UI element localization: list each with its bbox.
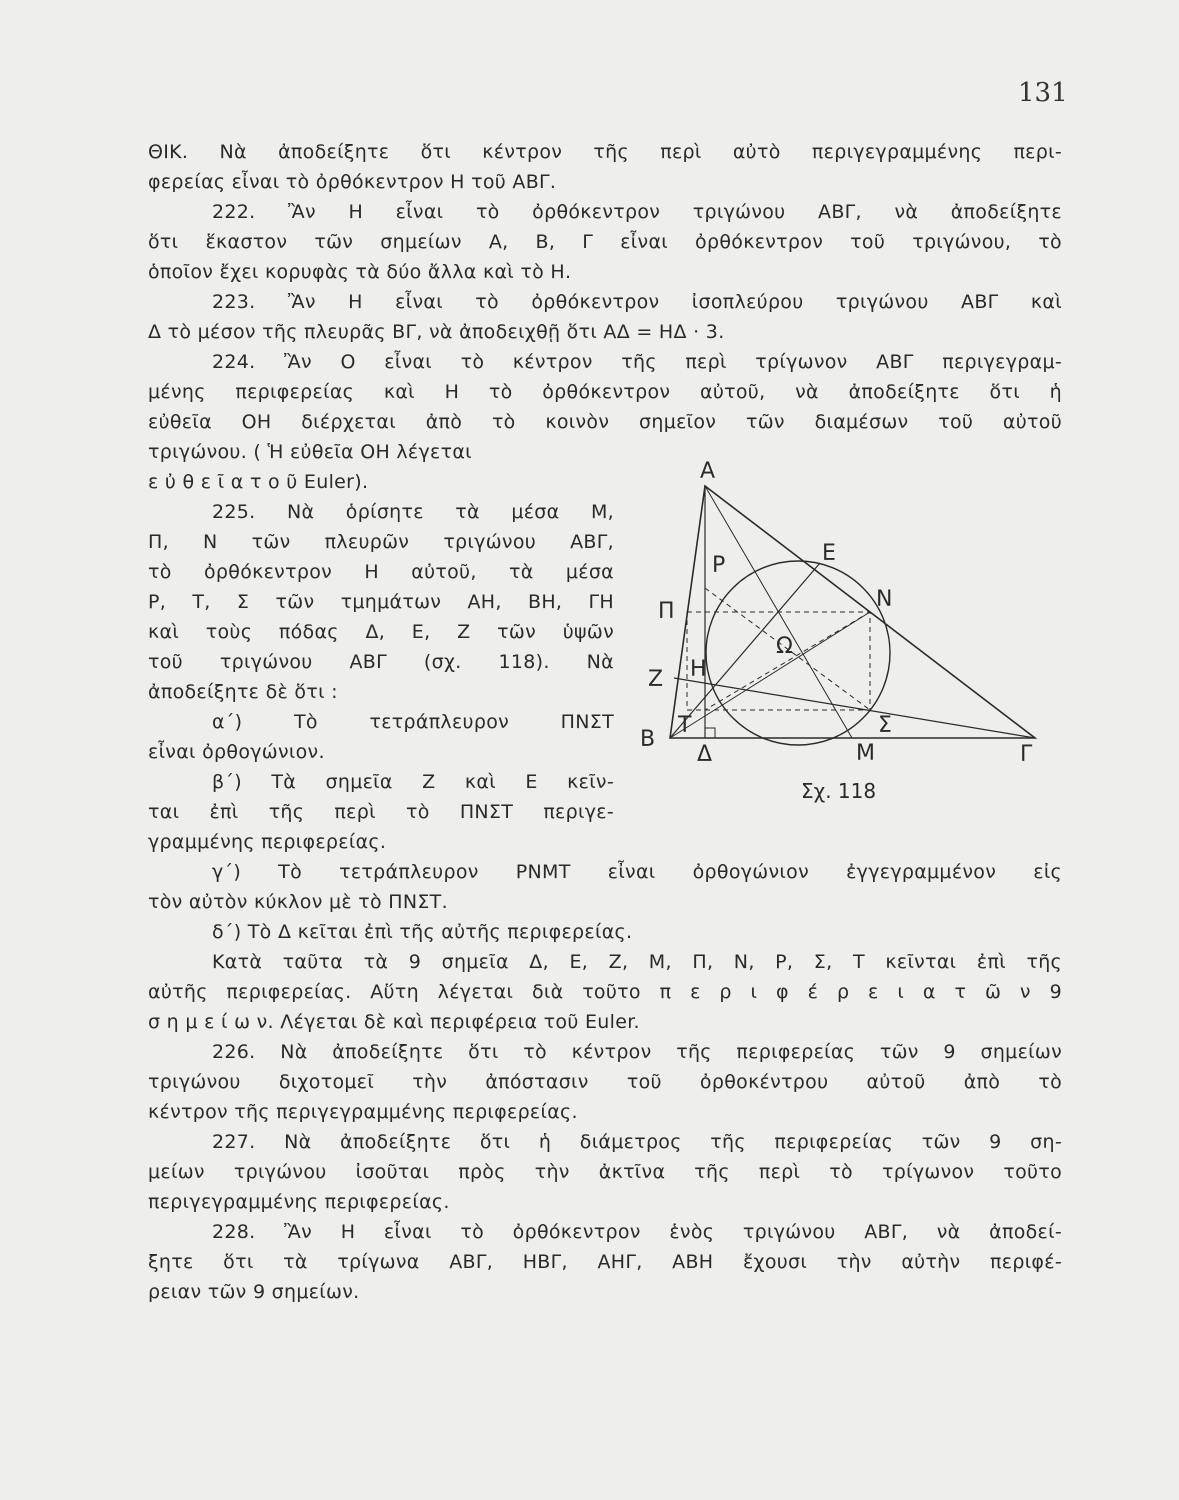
text-line: ξητε ὅτι τὰ τρίγωνα ΑΒΓ, ΗΒΓ, ΑΗΓ, ΑΒΗ ἔχουσι τὴν αὐτὴν περιφέ- (148, 1251, 1062, 1273)
right-angle-mark (705, 728, 715, 738)
label-r: Ρ (712, 553, 726, 578)
label-p: Π (658, 599, 675, 624)
figure-118 (630, 448, 1050, 818)
label-a: Α (700, 459, 716, 484)
text-line: τριγώνου. ( Ἡ εὐθεῖα ΟΗ λέγεται (148, 441, 472, 463)
text-line: 226. Νὰ ἀποδείξητε ὅτι τὸ κέντρον τῆς περιφερείας τῶν 9 σημείων (212, 1041, 1062, 1063)
text-line: 223. Ἂν Η εἶναι τὸ ὀρθόκεντρον ἰσοπλεύρου τριγώνου ΑΒΓ καὶ (212, 291, 1062, 313)
text-line: καὶ τοὺς πόδας Δ, Ε, Ζ τῶν ὑψῶν (148, 621, 614, 643)
text-line: φερείας εἶναι τὸ ὀρθόκεντρον Η τοῦ ΑΒΓ. (148, 171, 557, 193)
text-line: ὁποῖον ἔχει κορυφὰς τὰ δύο ἄλλα καὶ τὸ Η. (148, 261, 572, 283)
text-line: Κατὰ ταῦτα τὰ 9 σημεῖα Δ, Ε, Ζ, Μ, Π, Ν, Ρ, Σ, Τ κεῖνται ἐπὶ τῆς (212, 951, 1062, 973)
text-line: ὅτι ἕκαστον τῶν σημείων Α, Β, Γ εἶναι ὀρθόκεντρον τοῦ τριγώνου, τὸ (148, 231, 1062, 253)
altitude-be (670, 563, 820, 738)
text-line: α΄) Τὸ τετράπλευρον ΠΝΣΤ (212, 711, 614, 733)
label-d: Δ (697, 742, 713, 767)
label-t: Τ (678, 713, 692, 738)
text-line: εἶναι ὀρθογώνιον. (148, 741, 325, 763)
text-line: σ η μ ε ί ω ν. Λέγεται δὲ καὶ περιφέρεια τοῦ Euler. (148, 1011, 640, 1033)
label-n: Ν (876, 587, 893, 612)
label-s: Σ (878, 713, 892, 738)
text-line: κέντρον τῆς περιγεγραμμένης περιφερείας. (148, 1101, 578, 1123)
text-line: δ΄) Τὸ Δ κεῖται ἐπὶ τῆς αὐτῆς περιφερείας. (212, 921, 633, 943)
text-line: περιγεγραμμένης περιφερείας. (148, 1191, 450, 1213)
label-b: Β (640, 727, 656, 752)
text-line: β΄) Τὰ σημεῖα Ζ καὶ Ε κεῖν- (212, 771, 614, 793)
text-line: μένης περιφερείας καὶ Η τὸ ὀρθόκεντρον αὐτοῦ, νὰ ἀποδείξητε ὅτι ἡ (148, 381, 1062, 403)
page-number: 131 (1018, 78, 1068, 108)
text-line: τοῦ τριγώνου ΑΒΓ (σχ. 118). Νὰ (148, 651, 614, 673)
text-line: 227. Νὰ ἀποδείξητε ὅτι ἡ διάμετρος τῆς περιφερείας τῶν 9 ση- (212, 1131, 1062, 1153)
label-e: Ε (822, 541, 836, 566)
text-line: τὸν αὐτὸν κύκλον μὲ τὸ ΠΝΣΤ. (148, 891, 448, 913)
text-line: 222. Ἂν Η εἶναι τὸ ὀρθόκεντρον τριγώνου ΑΒΓ, νὰ ἀποδείξητε (212, 201, 1062, 223)
text-line: τὸ ὀρθόκεντρον Η αὐτοῦ, τὰ μέσα (148, 561, 614, 583)
label-omega: Ω (776, 634, 793, 659)
label-g: Γ (1020, 742, 1033, 767)
text-line: Δ τὸ μέσον τῆς πλευρᾶς ΒΓ, νὰ ἀποδειχθῇ ὅτι ΑΔ = ΗΔ · 3. (148, 321, 725, 343)
text-line: αὐτῆς περιφερείας. Αὕτη λέγεται διὰ τοῦτο π ε ρ ι φ έ ρ ε ι α τ ῶ ν 9 (148, 981, 1062, 1003)
label-z: Ζ (648, 667, 664, 692)
text-line: ἀποδείξητε δὲ ὅτι : (148, 681, 338, 703)
text-line: 225. Νὰ ὁρίσητε τὰ μέσα Μ, (212, 501, 614, 523)
text-line: γραμμένης περιφερείας. (148, 831, 387, 853)
nine-point-circle-diagram (630, 448, 1050, 818)
altitude-gz (674, 678, 1035, 738)
figure-caption: Σχ. 118 (801, 779, 877, 803)
text-line: ΘΙΚ. Νὰ ἀποδείξητε ὅτι κέντρον τῆς περὶ αὐτὸ περιγεγραμμένης περι- (148, 141, 1062, 163)
text-line: ται ἐπὶ τῆς περὶ τὸ ΠΝΣΤ περιγε- (148, 801, 614, 823)
label-h: Η (690, 657, 707, 682)
text-line: εὐθεῖα ΟΗ διέρχεται ἀπὸ τὸ κοινὸν σημεῖον τῶν διαμέσων τοῦ αὐτοῦ (148, 411, 1062, 433)
text-line: 228. Ἂν Η εἶναι τὸ ὀρθόκεντρον ἑνὸς τριγώνου ΑΒΓ, νὰ ἀποδεί- (212, 1221, 1062, 1243)
text-line: 224. Ἂν Ο εἶναι τὸ κέντρον τῆς περὶ τρίγωνον ΑΒΓ περιγεγραμ- (212, 351, 1062, 373)
text-line: ε ὐ θ ε ῖ α τ ο ῦ Euler). (148, 471, 369, 493)
text-line: Ρ, Τ, Σ τῶν τμημάτων ΑΗ, ΒΗ, ΓΗ (148, 591, 614, 613)
label-m: Μ (856, 741, 875, 766)
text-line: ρειαν τῶν 9 σημείων. (148, 1281, 360, 1303)
text-line: τριγώνου διχοτομεῖ τὴν ἀπόστασιν τοῦ ὀρθοκέντρου αὐτοῦ ἀπὸ τὸ (148, 1071, 1062, 1093)
text-line: μείων τριγώνου ἰσοῦται πρὸς τὴν ἀκτῖνα τῆς περὶ τὸ τρίγωνον τοῦτο (148, 1161, 1062, 1183)
text-line: Π, Ν τῶν πλευρῶν τριγώνου ΑΒΓ, (148, 531, 614, 553)
text-line: γ΄) Τὸ τετράπλευρον ΡΝΜΤ εἶναι ὀρθογώνιον ἐγγεγραμμένον εἰς (212, 861, 1062, 883)
